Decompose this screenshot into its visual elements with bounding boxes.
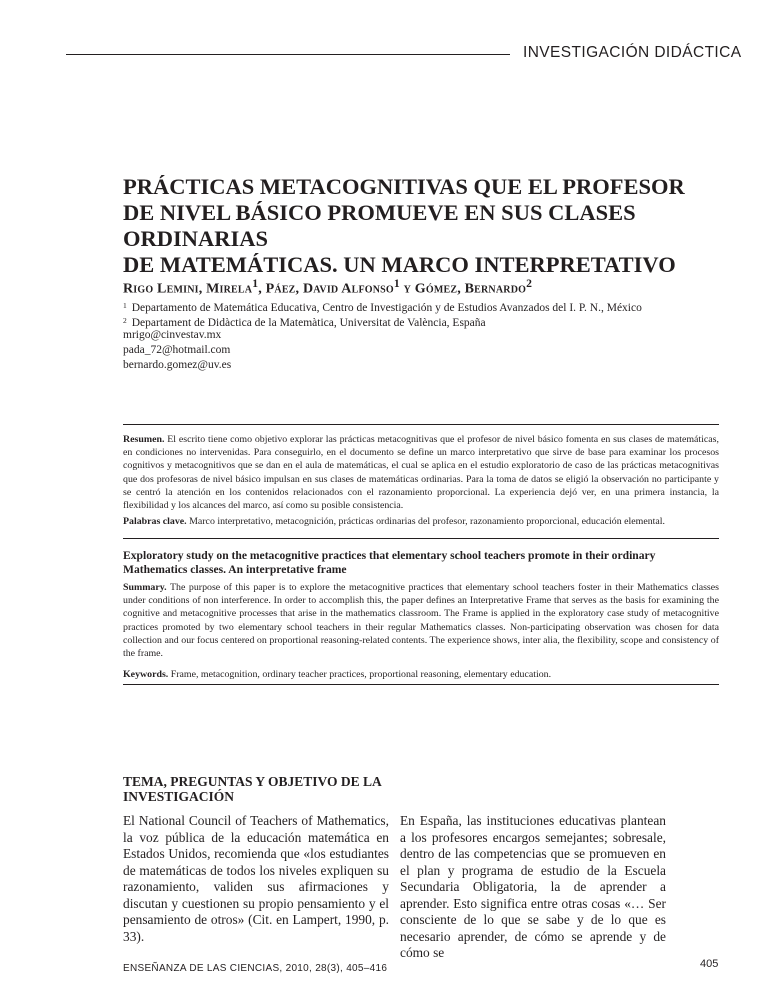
author-affil-mark: 1 xyxy=(393,277,400,290)
author-affil-mark: 2 xyxy=(526,277,533,290)
affiliation-number: 1 xyxy=(123,301,127,310)
keywords-label: Keywords. xyxy=(123,669,169,680)
author-name: Rigo Lemini, Mirela xyxy=(123,281,253,297)
keywords-label: Palabras clave. xyxy=(123,516,187,527)
author-email[interactable]: pada_72@hotmail.com xyxy=(123,344,231,356)
author-separator: , xyxy=(258,281,266,297)
abstract-label: Resumen. xyxy=(123,434,165,445)
journal-citation: ENSEÑANZA DE LAS CIENCIAS, 2010, 28(3), 405–416 xyxy=(123,963,388,974)
author-name: Páez, David Alfonso xyxy=(265,281,394,297)
affiliation-text: Departamento de Matemática Educativa, Centro de Investigación y de Estudios Avanzados del I. P. N., México xyxy=(131,302,642,314)
divider xyxy=(123,424,719,425)
section-label: INVESTIGACIÓN DIDÁCTICA xyxy=(523,44,742,61)
affiliation-number: 2 xyxy=(123,316,127,325)
keywords-text: Frame, metacognition, ordinary teacher practices, proportional reasoning, elementary education. xyxy=(170,669,552,680)
keywords-en xyxy=(123,668,719,681)
body-text-left: El National Council of Teachers of Mathematics, la voz pública de la educación matemática en Estados Unidos, recomienda que «los estudiantes de matemáticas de todos los niveles expliquen su razonamiento, validen sus afirmaciones y discutan y cuestionen su propio pensamiento y el pensamiento de otros» (Cit. en Lampert, 1990, p. 33). xyxy=(123,813,389,944)
divider xyxy=(123,684,719,685)
article-title xyxy=(123,174,743,278)
author-email[interactable]: bernardo.gomez@uv.es xyxy=(123,359,232,371)
author-name: Gómez, Bernardo xyxy=(414,281,527,297)
abstract-text: El escrito tiene como objetivo explorar las prácticas metacognitivas que el profesor de nivel básico fomenta en sus clases de matemáticas, en condiciones no intervenidas. Para conseguirlo, en el documento se define un marco interpretativo que sirve de base para examinar los procesos cognitivos y metacognitivos que se dan en el aula de matemáticas, el cual se aplica en el estudio exploratorio de caso de las prácticas metacognitivas que dos profesoras de nivel básico impulsan en sus clases de matemáticas ordinarias. Para la toma de datos se eligió la observación no participante y se centró la atención en los contenidos relacionados con el razonamiento proporcional. La experiencia dejó ver, en una primera instancia, la flexibilidad y los alcances del marco, así como su posible consistencia. xyxy=(123,434,719,512)
author-affil-mark: 1 xyxy=(252,277,259,290)
title-line: PRÁCTICAS METACOGNITIVAS QUE EL PROFESOR xyxy=(123,174,685,199)
divider xyxy=(123,538,719,539)
title-line: DE MATEMÁTICAS. UN MARCO INTERPRETATIVO xyxy=(123,252,676,277)
keywords-text: Marco interpretativo, metacognición, prácticas ordinarias del profesor, razonamiento proporcional, educación elemental. xyxy=(189,516,665,527)
abstract-en xyxy=(123,581,719,660)
title-line: DE NIVEL BÁSICO PROMUEVE EN SUS CLASES ORDINARIAS xyxy=(123,200,636,251)
abstract-es xyxy=(123,433,719,512)
header-rule xyxy=(66,54,510,55)
abstract-text: The purpose of this paper is to explore the metacognitive practices that elementary school teachers foster in their Mathematics classes under conditions of non interference. In order to accomplish this, the paper defines an Interpretative Frame that serves as the basis for examining the cognitive and metacognitive processes that arise in the mathematics classroom. The Frame is applied in the exploratory case study of metacognitive practices promoted by two elementary school teachers in their regular Mathematics classes. Non-participating observation was chosen for data collection and our focus centered on proportional reasoning-related contents. The experience shows, inter alia, the flexibility, scope and consistency of the frame. xyxy=(123,582,719,660)
page-number: 405 xyxy=(700,958,719,970)
author-list xyxy=(123,277,743,298)
affiliation-text: Departament de Didàctica de la Matemàtica, Universitat de València, España xyxy=(131,317,486,329)
section-heading: TEMA, PREGUNTAS Y OBJETIVO DE LA INVESTIGACIÓN xyxy=(123,774,382,804)
abstract-label: Summary. xyxy=(123,582,167,593)
english-title: Exploratory study on the metacognitive practices that elementary school teachers promote in their ordinary Mathematics classes. An interpretative frame xyxy=(123,549,656,576)
body-text-right: En España, las instituciones educativas plantean a los profesores encargos semejantes; sobresale, dentro de las competencias que se promueven en el plan y programa de estudio de la Escuela Secundaria Obligatoria, la de aprender a aprender. Esto significa entre otras cosas «… Ser consciente de lo que se sabe y de lo que es necesario aprender, de cómo se aprende y de cómo se xyxy=(400,813,666,960)
author-email[interactable]: mrigo@cinvestav.mx xyxy=(123,329,222,341)
author-separator: y xyxy=(399,281,415,297)
keywords-es xyxy=(123,515,719,528)
